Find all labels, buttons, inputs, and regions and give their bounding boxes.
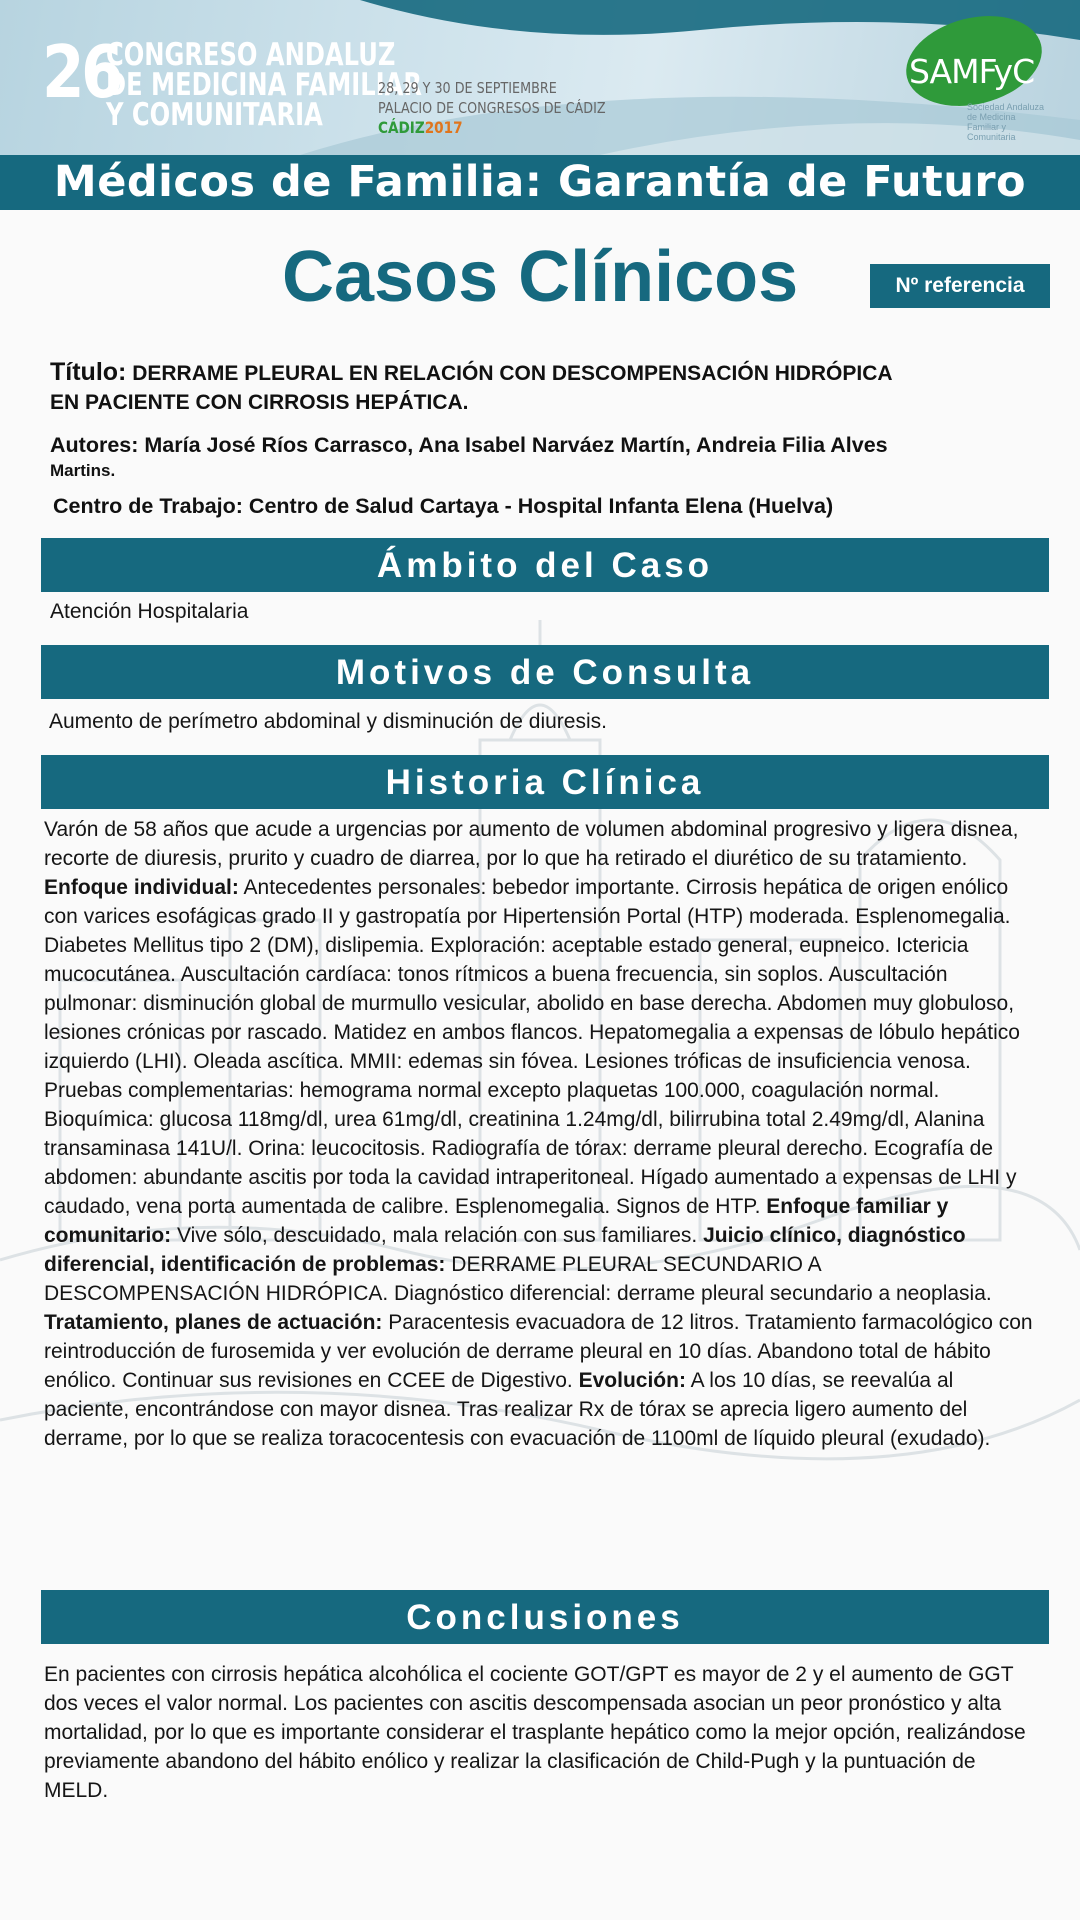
- logo-subtitle: Sociedad Andaluza de Medicina Familiar y Comunitaria: [967, 102, 1045, 142]
- historia-subheading: Tratamiento, planes de actuación:: [44, 1311, 383, 1334]
- congress-name-line: DE MEDICINA FAMILIAR: [106, 67, 423, 103]
- authors-line-2: Martins.: [50, 461, 116, 480]
- reference-number-box: Nº referencia: [870, 264, 1050, 308]
- section-heading-conclusiones: Conclusiones: [41, 1590, 1049, 1644]
- congress-motto-banner: Médicos de Familia: Garantía de Futuro: [0, 155, 1080, 210]
- congress-header: [0, 0, 1080, 155]
- section-heading-motivos: Motivos de Consulta: [41, 645, 1049, 699]
- conclusiones-text: En pacientes con cirrosis hepática alcohólica el cociente GOT/GPT es mayor de 2 y el aumento de GGT dos veces el valor normal. Los pacientes con ascitis descompensada asocian un peor pronóstico y alta mortalidad, por lo que es importante considerar el trasplante hepático como la mejor opción, realizándose previamente abandono del hábito enólico y realizar la clasificación de Child-Pugh y la puntuación de MELD.: [44, 1663, 1026, 1802]
- case-authors: [50, 432, 1040, 484]
- title-line-2: EN PACIENTE CON CIRROSIS HEPÁTICA.: [50, 391, 469, 414]
- year-text: 2017: [424, 118, 463, 137]
- authors-line-1: Autores: María José Ríos Carrasco, Ana Isabel Narváez Martín, Andreia Filia Alves: [50, 433, 888, 457]
- title-line-1: DERRAME PLEURAL EN RELACIÓN CON DESCOMPENSACIÓN HIDRÓPICA: [132, 362, 893, 385]
- historia-text: [44, 815, 1040, 1453]
- congress-name-line: CONGRESO ANDALUZ: [106, 37, 396, 73]
- title-label: Título:: [50, 358, 127, 386]
- historia-segment: Vive sólo, descuidado, mala relación con sus familiares.: [171, 1224, 704, 1247]
- logo-text: SAMFyC: [909, 52, 1035, 91]
- historia-segment: Varón de 58 años que acude a urgencias por aumento de volumen abdominal progresivo y ligera disnea, recorte de diuresis, prurito y cuadro de diarrea, por lo que ha retirado el diurético de su tratamiento.: [44, 818, 1019, 870]
- section-heading-ambito: Ámbito del Caso: [41, 538, 1049, 592]
- historia-subheading: Juicio clínico, diagnóstico diferencial, identificación de problemas:: [44, 1224, 966, 1276]
- venue-text: PALACIO DE CONGRESOS DE CÁDIZ: [378, 99, 606, 117]
- work-center: Centro de Trabajo: Centro de Salud Cartaya - Hospital Infanta Elena (Huelva): [53, 494, 834, 518]
- case-title: [50, 358, 1040, 417]
- city-year: [378, 118, 606, 138]
- motivos-text: Aumento de perímetro abdominal y disminución de diuresis.: [49, 710, 607, 733]
- congress-dates: [378, 78, 606, 138]
- historia-subheading: Enfoque familiar y comunitario:: [44, 1195, 949, 1247]
- historia-segment: A los 10 días, se reevalúa al paciente, encontrándose con mayor disnea. Tras realizar Rx de tórax se aprecia ligero aumento del derrame, por lo que se realiza toracocentesis con evacuación de 1100ml de líquido pleural (exudado).: [44, 1369, 991, 1450]
- historia-subheading: Evolución:: [578, 1369, 686, 1392]
- ambito-text: Atención Hospitalaria: [50, 600, 249, 623]
- dates-text: 28, 29 Y 30 DE SEPTIEMBRE: [378, 79, 557, 97]
- historia-subheading: Enfoque individual:: [44, 876, 239, 899]
- historia-segment: DERRAME PLEURAL SECUNDARIO A DESCOMPENSACIÓN HIDRÓPICA. Diagnóstico diferencial: derrame pleural secundario a neoplasia.: [44, 1253, 992, 1305]
- congress-name-line: Y COMUNITARIA: [106, 97, 323, 133]
- city-text: CÁDIZ: [378, 118, 425, 137]
- historia-segment: Paracentesis evacuadora de 12 litros. Tratamiento farmacológico con reintroducción de furosemida y ver evolución de derrame pleural en 10 días. Abandono total de hábito enólico. Continuar sus revisiones en CCEE de Digestivo.: [44, 1311, 1033, 1392]
- section-heading-historia: Historia Clínica: [41, 755, 1049, 809]
- historia-segment: Antecedentes personales: bebedor importante. Cirrosis hepática de origen enólico con varices esofágicas grado II y gastropatía por Hipertensión Portal (HTP) moderada. Esplenomegalia. Diabetes Mellitus tipo 2 (DM), dislipemia. Exploración: aceptable estado general, eupneico. Ictericia mucocutánea. Auscultación cardíaca: tonos rítmicos a buena frecuencia, sin soplos. Auscultación pulmonar: disminución global de murmullo vesicular, abolido en base derecha. Abdomen muy globuloso, lesiones crónicas por rascado. Matidez en ambos flancos. Hepatomegalia a expensas de lóbulo hepático izquierdo (LHI). Oleada ascítica. MMII: edemas sin fóvea. Lesiones tróficas de insuficiencia venosa. Pruebas complementarias: hemograma normal excepto plaquetas 100.000, coagulación normal. Bioquímica: glucosa 118mg/dl, urea 61mg/dl, creatinina 1.24mg/dl, bilirrubina total 2.49mg/dl, Alanina transaminasa 141U/l. Orina: leucocitosis. Radiografía de tórax: derrame pleural derecho. Ecografía de abdomen: abundante ascitis por toda la cavidad intraperitoneal. Hígado aumentado a expensas de LHI y caudado, vena porta aumentada de calibre. Esplenomegalia. Signos de HTP.: [44, 876, 1020, 1218]
- congress-number: 26: [42, 30, 121, 114]
- page-title: Casos Clínicos: [282, 237, 799, 317]
- samfyc-logo: [905, 18, 1045, 143]
